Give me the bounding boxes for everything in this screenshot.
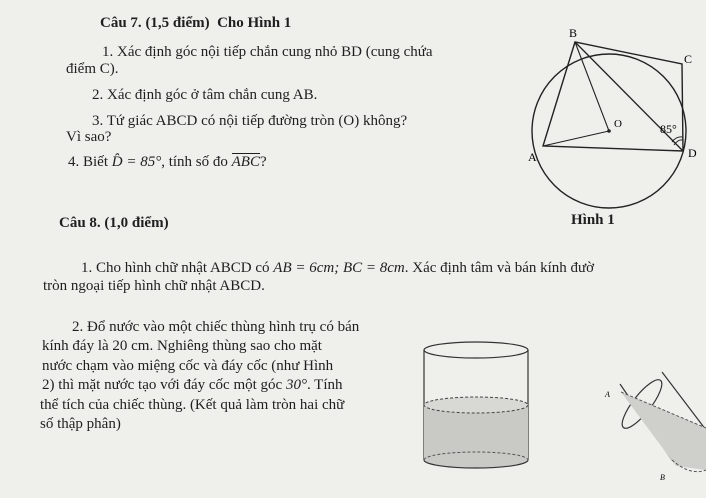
- q8-item2-line3: nước chạm vào miệng cốc và đáy cốc (như Hình: [42, 358, 334, 374]
- q7-item1-line2: điểm C).: [66, 61, 119, 77]
- q7-points: (1,5 điểm): [145, 15, 210, 31]
- q7-item4-text-a: 4. Biết: [68, 154, 108, 170]
- q8-item2-line5: thể tích của chiếc thùng. (Kết quả làm tròn hai chữ: [40, 397, 345, 413]
- q8-item1-text-a: 1. Cho hình chữ nhật ABCD có: [81, 260, 270, 276]
- q8-item2-line4-text-a: 2) thì mặt nước tạo với đáy cốc một góc: [42, 377, 283, 393]
- q7-item2: 2. Xác định góc ở tâm chắn cung AB.: [92, 87, 318, 103]
- q7-item4-arc-abc: ABC: [231, 154, 260, 170]
- q8-item1-line2: tròn ngoại tiếp hình chữ nhật ABCD.: [43, 278, 265, 294]
- figure1-label-b: B: [569, 26, 578, 40]
- q8-item2-line1: 2. Đổ nước vào một chiếc thùng hình trụ có bán: [72, 319, 360, 335]
- figure1-label-a: A: [528, 150, 537, 164]
- q8-item1-text-b: . Xác định tâm và bán kính đườ: [404, 260, 595, 276]
- q7-item4-text-b: , tính số đo: [161, 154, 228, 170]
- q7-item3-line2: Vì sao?: [66, 129, 112, 145]
- q8-item2-angle: 30°: [285, 377, 307, 393]
- q7-title-rest: Cho Hình 1: [217, 15, 292, 31]
- q8-item2-line2: kính đáy là 20 cm. Nghiêng thùng sao cho mặt: [42, 338, 322, 354]
- figure2-tilted-cylinder: [616, 372, 706, 472]
- figure1-caption: Hình 1: [571, 212, 615, 228]
- q7-number: Câu 7.: [100, 15, 142, 31]
- figure1-label-d: D: [688, 146, 697, 160]
- q8-title: Câu 8. (1,0 điểm): [59, 215, 169, 231]
- q8-item2-line6: số thập phân): [40, 416, 121, 432]
- figure1-label-angle: 85°: [660, 122, 677, 136]
- q8-item2-line4-text-b: . Tính: [306, 377, 343, 393]
- q8-item1-math: AB = 6cm; BC = 8cm: [273, 260, 405, 276]
- q7-item1-line1: 1. Xác định góc nội tiếp chắn cung nhỏ BD (cung chứa: [102, 44, 433, 60]
- figure1-label-o: O: [614, 118, 622, 130]
- q7-item4-angle-d: D̂ = 85°: [111, 154, 162, 170]
- q7-item4-text-c: ?: [259, 154, 267, 170]
- figure2-label-b: B: [660, 473, 665, 482]
- q7-item3-line1: 3. Tứ giác ABCD có nội tiếp đường tròn (O) không?: [92, 113, 408, 129]
- figure2-upright-cylinder: [424, 342, 528, 468]
- figure2-label-a: A: [605, 390, 610, 399]
- figure1-label-c: C: [684, 52, 693, 66]
